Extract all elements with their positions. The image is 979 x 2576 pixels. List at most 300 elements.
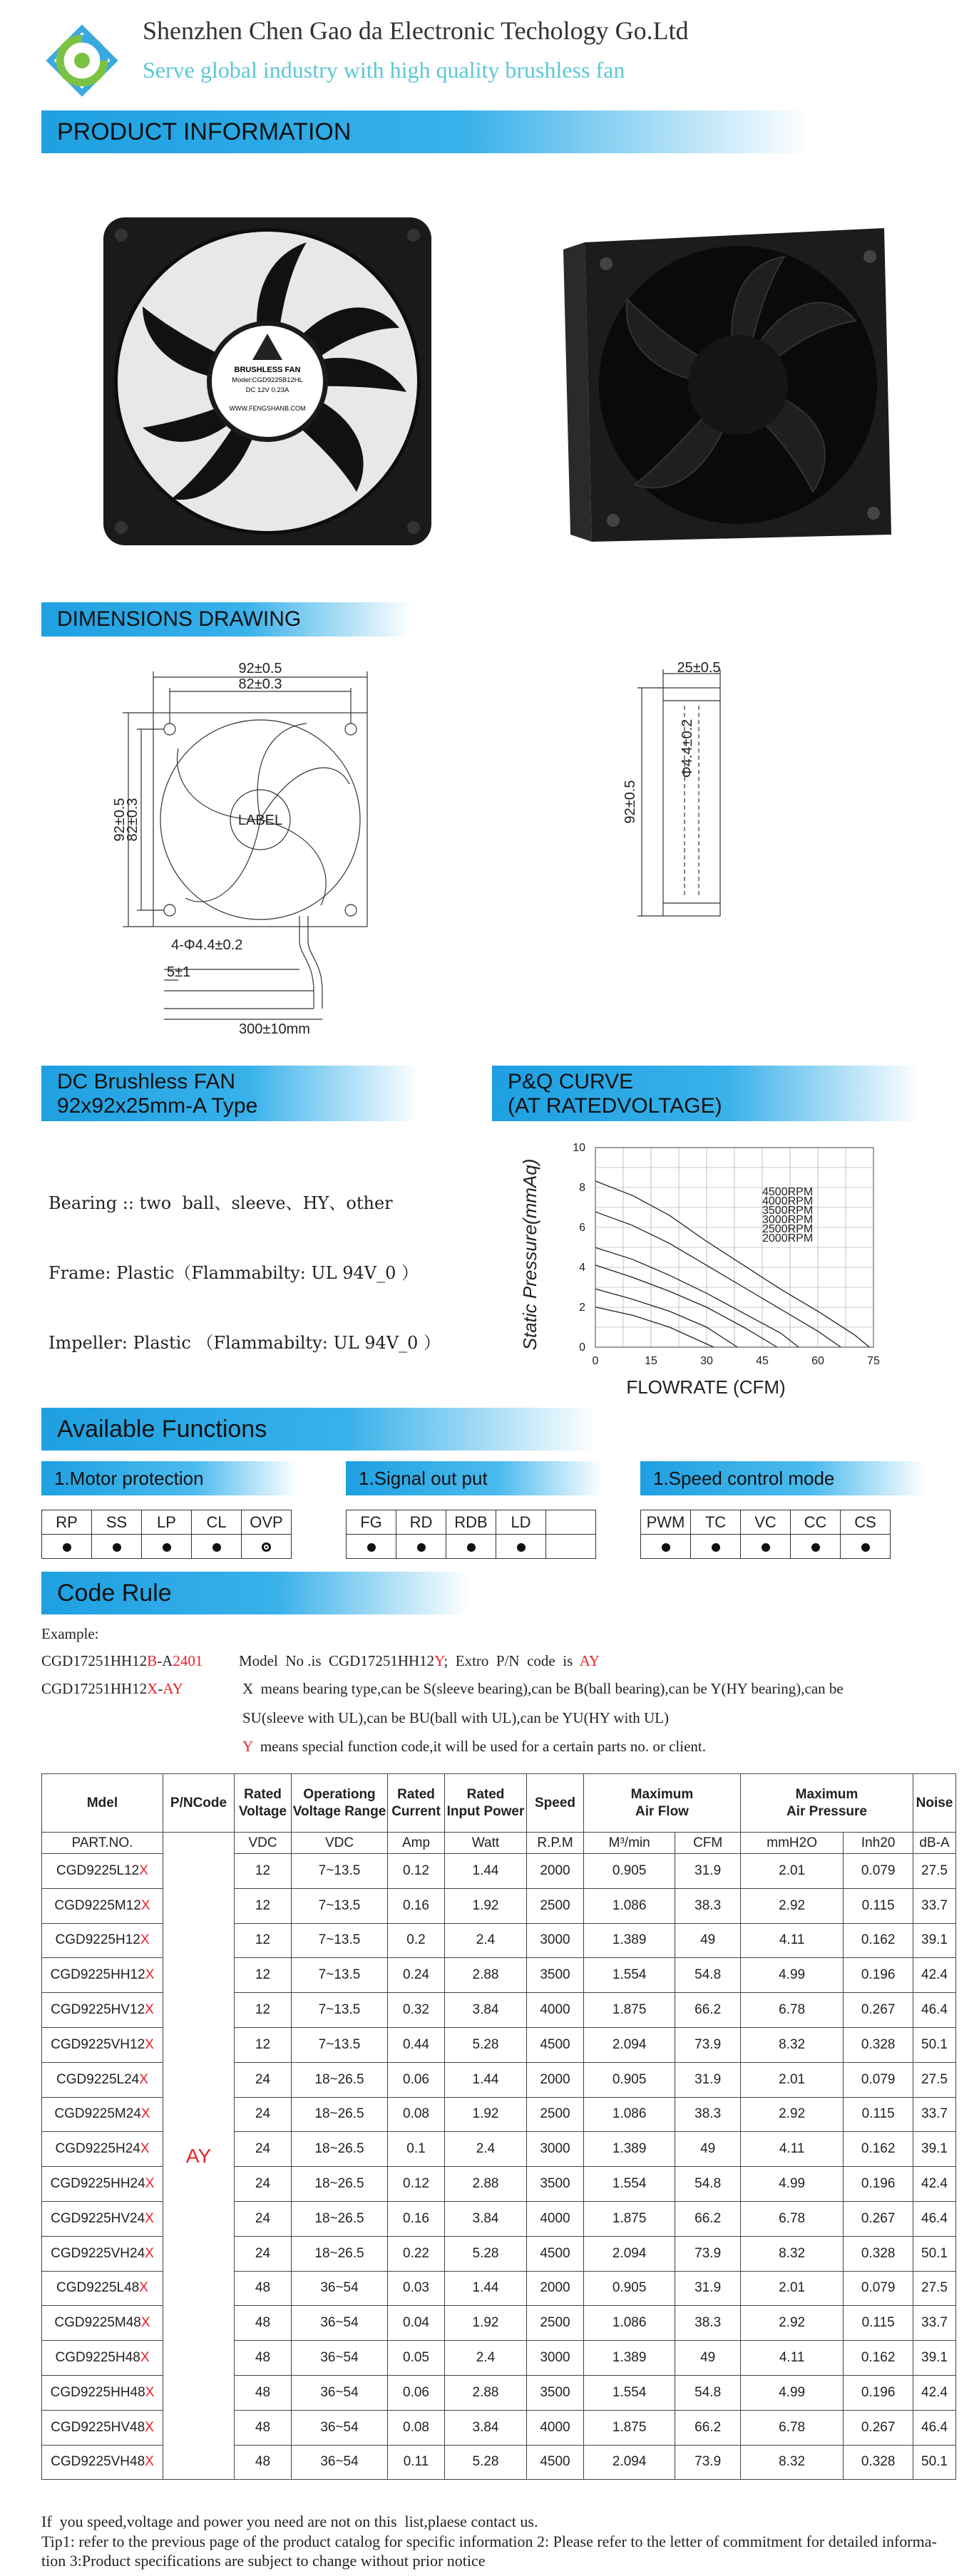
- dot-icon: [417, 1543, 426, 1552]
- table-cell: 24: [235, 2201, 292, 2236]
- table-cell: 2.92: [740, 1888, 843, 1923]
- table-cell: 0.22: [388, 2236, 445, 2271]
- table-header: Mdel: [42, 1774, 163, 1833]
- table-cell: 48: [235, 2271, 292, 2306]
- table-cell: 18~26.5: [292, 2201, 388, 2236]
- table-cell: 12: [235, 2027, 292, 2062]
- table-cell: 2.01: [740, 2271, 843, 2306]
- table-cell: 12: [235, 1993, 292, 2028]
- y-line: means special function code,it will be used for a certain parts no. or client.: [252, 1738, 707, 1755]
- table-cell: 48: [235, 2341, 292, 2376]
- table-cell: 5.28: [445, 2027, 527, 2062]
- table-cell: 48: [235, 2306, 292, 2341]
- example-2-code: [41, 1680, 183, 1698]
- table-header: Maximum Air Flow: [584, 1774, 741, 1833]
- table-cell: 1.44: [445, 1854, 527, 1889]
- table-cell: 24: [235, 2097, 292, 2132]
- company-name: Shenzhen Chen Gao da Electronic Techology Go.Ltd: [143, 16, 689, 45]
- dot-icon: [811, 1543, 820, 1552]
- table-cell: 4000: [527, 1993, 584, 2028]
- y-tick-label: 2: [579, 1302, 585, 1314]
- table-cell: 0.905: [584, 2062, 675, 2097]
- table-cell: 0.267: [844, 2410, 913, 2445]
- table-cell: 0.24: [388, 1958, 445, 1993]
- section-product-information: PRODUCT INFORMATION: [41, 110, 811, 153]
- legend-entry: 3500RPM: [762, 1205, 814, 1217]
- table-cell: 1.554: [584, 2167, 675, 2202]
- table-cell: 0.06: [388, 2375, 445, 2410]
- table-cell: 1.389: [584, 2132, 675, 2167]
- table-cell: CGD9225M12X: [42, 1888, 163, 1923]
- y-rule: [242, 1738, 706, 1756]
- table-cell: 36~54: [292, 2271, 388, 2306]
- function-mark: [546, 1535, 596, 1559]
- pq-curve-chart: [513, 1133, 955, 1404]
- table-unit: Amp: [388, 1833, 445, 1854]
- dim-hole-spacing: 82±0.3: [238, 676, 282, 692]
- table-cell: 0.03: [388, 2271, 445, 2306]
- y-tick-label: 4: [579, 1262, 585, 1274]
- table-cell: 49: [675, 2341, 741, 2376]
- spec-bearing: Bearing :: two ball、sleeve、HY、other: [48, 1193, 393, 1213]
- table-unit: mmH2O: [740, 1833, 843, 1854]
- ex2-x: X: [147, 1680, 158, 1697]
- table-cell: 0.11: [388, 2445, 445, 2480]
- table-cell: 2.4: [445, 1923, 527, 1958]
- table-header: Maximum Air Pressure: [740, 1774, 913, 1833]
- table-cell: 0.267: [844, 2201, 913, 2236]
- table-cell: 4.99: [740, 2375, 843, 2410]
- table-cell: 7~13.5: [292, 1888, 388, 1923]
- table-cell: 0.08: [388, 2097, 445, 2132]
- table-unit: R.P.M: [527, 1833, 584, 1854]
- dot-icon: [517, 1543, 526, 1552]
- table-cell: 12: [235, 1854, 292, 1889]
- table-cell: 4000: [527, 2410, 584, 2445]
- table-cell: 12: [235, 1958, 292, 1993]
- table-cell: 4.11: [740, 1923, 843, 1958]
- table-cell: 73.9: [675, 2236, 741, 2271]
- ex2-ay: AY: [163, 1680, 183, 1697]
- table-cell: 0.162: [844, 2341, 913, 2376]
- function-code: VC: [741, 1510, 791, 1535]
- table-cell: 7~13.5: [292, 1958, 388, 1993]
- table-cell: 49: [675, 2132, 741, 2167]
- function-code: RDB: [446, 1510, 496, 1535]
- dot-icon: [63, 1543, 71, 1552]
- table-cell: CGD9225VH48X: [42, 2445, 163, 2480]
- table-cell: 0.16: [388, 2201, 445, 2236]
- legend-entry: 4500RPM: [762, 1186, 814, 1199]
- function-mark: [347, 1535, 396, 1559]
- table-cell: CGD9225M24X: [42, 2097, 163, 2132]
- table-cell: 49: [675, 1923, 741, 1958]
- dot-icon: [367, 1543, 376, 1552]
- table-cell: 5.28: [445, 2236, 527, 2271]
- ex1-bearing: B: [147, 1652, 158, 1669]
- table-cell: 18~26.5: [292, 2062, 388, 2097]
- table-cell: 66.2: [675, 2201, 741, 2236]
- table-cell: 1.44: [445, 2062, 527, 2097]
- table-cell: 31.9: [675, 2271, 741, 2306]
- table-cell: CGD9225L12X: [42, 1854, 163, 1889]
- function-mark: [42, 1535, 92, 1559]
- table-cell: 39.1: [913, 2132, 956, 2167]
- table-cell: 0.905: [584, 1854, 675, 1889]
- legend-entry: 3000RPM: [762, 1214, 814, 1227]
- table-cell: 6.78: [740, 2410, 843, 2445]
- table-cell: 27.5: [913, 2062, 956, 2097]
- table-cell: 2.4: [445, 2341, 527, 2376]
- table-cell: 42.4: [913, 2167, 956, 2202]
- company-logo-icon: [43, 21, 121, 100]
- table-cell: 5.28: [445, 2445, 527, 2480]
- table-cell: 8.32: [740, 2445, 843, 2480]
- table-cell: 1.086: [584, 1888, 675, 1923]
- function-mark: [691, 1535, 741, 1559]
- ex1-desc-a: Model No .is CGD17251HH12: [239, 1652, 435, 1669]
- ex1-desc-ay: AY: [579, 1652, 600, 1669]
- table-cell: 7~13.5: [292, 1854, 388, 1889]
- function-mark: [791, 1535, 841, 1559]
- spec-impeller: Impeller: Plastic （Flammabilty: UL 94V_0 ）: [48, 1333, 441, 1353]
- table-cell: 1.554: [584, 1958, 675, 1993]
- table-cell: 4.99: [740, 2167, 843, 2202]
- table-cell: 48: [235, 2445, 292, 2480]
- table-cell: 12: [235, 1888, 292, 1923]
- x-tick-label: 75: [867, 1355, 880, 1367]
- section-dimensions-drawing: DIMENSIONS DRAWING: [41, 602, 412, 637]
- table-cell: 3500: [527, 1958, 584, 1993]
- table-cell: 0.115: [844, 2097, 913, 2132]
- table-cell: 1.875: [584, 2201, 675, 2236]
- table-cell: CGD9225VH24X: [42, 2236, 163, 2271]
- table-cell: CGD9225HV48X: [42, 2410, 163, 2445]
- table-cell: 2.01: [740, 1854, 843, 1889]
- table-cell: 0.12: [388, 1854, 445, 1889]
- table-cell: 12: [235, 1923, 292, 1958]
- table-cell: 1.086: [584, 2097, 675, 2132]
- table-cell: 2500: [527, 2306, 584, 2341]
- table-cell: 46.4: [913, 2201, 956, 2236]
- chart-grid: [595, 1148, 873, 1347]
- table-cell: 4500: [527, 2445, 584, 2480]
- dot-icon: [762, 1543, 770, 1552]
- function-code: CC: [791, 1510, 841, 1535]
- table-cell: 2.094: [584, 2236, 675, 2271]
- table-cell: 8.32: [740, 2027, 843, 2062]
- table-cell: 0.162: [844, 1923, 913, 1958]
- signal-output-title: 1.Signal out put: [346, 1461, 603, 1495]
- table-cell: 4500: [527, 2236, 584, 2271]
- table-cell: 36~54: [292, 2341, 388, 2376]
- table-cell: 1.554: [584, 2375, 675, 2410]
- table-cell: 3000: [527, 2341, 584, 2376]
- table-cell: 0.079: [844, 1854, 913, 1889]
- function-mark: [142, 1535, 192, 1559]
- table-cell: 54.8: [675, 2375, 741, 2410]
- table-unit: VDC: [292, 1833, 388, 1854]
- table-cell: CGD9225H12X: [42, 1923, 163, 1958]
- table-cell: 4500: [527, 2027, 584, 2062]
- table-cell: 1.44: [445, 2271, 527, 2306]
- table-cell: CGD9225H48X: [42, 2341, 163, 2376]
- table-cell: 39.1: [913, 2341, 956, 2376]
- label-line2: Model:CGD9225B12HL: [232, 376, 303, 384]
- table-cell: 24: [235, 2132, 292, 2167]
- dot-icon: [467, 1543, 476, 1552]
- y-tick-label: 0: [579, 1341, 585, 1354]
- chart-legend: [762, 1186, 813, 1245]
- function-code: PWM: [641, 1510, 691, 1535]
- table-cell: 0.328: [844, 2027, 913, 2062]
- function-mark-row: [42, 1535, 292, 1559]
- table-cell: 3.84: [445, 2410, 527, 2445]
- table-cell: 36~54: [292, 2410, 388, 2445]
- pn-code-cell: AY: [163, 1833, 235, 2480]
- table-cell: 4000: [527, 2201, 584, 2236]
- dim-wire-sep: 5±1: [167, 964, 191, 980]
- table-cell: 0.16: [388, 1888, 445, 1923]
- header: [29, 0, 955, 107]
- function-mark: [92, 1535, 142, 1559]
- example-label: Example:: [41, 1625, 99, 1642]
- table-cell: 33.7: [913, 2097, 956, 2132]
- table-cell: 73.9: [675, 2027, 741, 2062]
- table-cell: 1.92: [445, 1888, 527, 1923]
- chart-series: [595, 1181, 869, 1347]
- table-cell: 1.875: [584, 1993, 675, 2028]
- table-cell: CGD9225HH24X: [42, 2167, 163, 2202]
- table-cell: 2500: [527, 1888, 584, 1923]
- table-cell: 66.2: [675, 2410, 741, 2445]
- y-tick-label: 8: [579, 1182, 585, 1194]
- x-tick-label: 0: [592, 1355, 599, 1367]
- x-tick-label: 30: [700, 1355, 713, 1367]
- table-cell: CGD9225L24X: [42, 2062, 163, 2097]
- label-line4: WWW.FENGSHANB.COM: [229, 405, 306, 412]
- table-cell: 1.92: [445, 2097, 527, 2132]
- dot-icon: [262, 1542, 271, 1552]
- table-cell: CGD9225VH12X: [42, 2027, 163, 2062]
- table-cell: 38.3: [675, 2097, 741, 2132]
- function-mark-row: [641, 1535, 891, 1559]
- table-cell: 33.7: [913, 1888, 956, 1923]
- table-cell: 36~54: [292, 2445, 388, 2480]
- table-header: Rated Voltage: [235, 1774, 292, 1833]
- dim-depth: 25±0.5: [677, 660, 721, 676]
- table-cell: 2.094: [584, 2027, 675, 2062]
- table-cell: 0.115: [844, 1888, 913, 1923]
- table-cell: CGD9225HH48X: [42, 2375, 163, 2410]
- y-letter: Y: [242, 1738, 253, 1755]
- legend-entry: 4000RPM: [762, 1195, 814, 1208]
- table-cell: 0.162: [844, 2132, 913, 2167]
- section-code-rule: Code Rule: [41, 1572, 469, 1614]
- drawing-label: LABEL: [237, 813, 283, 828]
- table-cell: 0.905: [584, 2271, 675, 2306]
- table-cell: CGD9225H24X: [42, 2132, 163, 2167]
- function-header-row: [42, 1510, 292, 1535]
- model-spec-table: [41, 1773, 956, 2480]
- table-cell: 42.4: [913, 1958, 956, 1993]
- function-code: LD: [496, 1510, 546, 1535]
- table-cell: CGD9225HV24X: [42, 2201, 163, 2236]
- function-code: SS: [92, 1510, 142, 1535]
- table-cell: 50.1: [913, 2445, 956, 2480]
- note-line2: Tip1: refer to the previous page of the product catalog for specific information 2: Please refer to the letter of commitment for detailed informa-: [41, 2533, 937, 2550]
- dim-hole: 4-Φ4.4±0.2: [171, 937, 243, 953]
- table-cell: 0.04: [388, 2306, 445, 2341]
- section-fan-type: [41, 1066, 419, 1121]
- table-cell: 73.9: [675, 2445, 741, 2480]
- example-1-code: [41, 1652, 203, 1670]
- table-cell: 31.9: [675, 1854, 741, 1889]
- function-code: TC: [691, 1510, 741, 1535]
- table-cell: 4.11: [740, 2132, 843, 2167]
- speed-control-title: 1.Speed control mode: [640, 1461, 926, 1495]
- table-cell: 36~54: [292, 2375, 388, 2410]
- series-line: [595, 1289, 737, 1347]
- table-cell: 24: [235, 2167, 292, 2202]
- table-unit: VDC: [235, 1833, 292, 1854]
- x-tick-label: 45: [756, 1355, 769, 1367]
- table-cell: 27.5: [913, 2271, 956, 2306]
- function-header-row: [641, 1510, 891, 1535]
- front-dimension-drawing: [112, 656, 406, 1041]
- table-unit: dB-A: [913, 1833, 956, 1854]
- function-code: CL: [192, 1510, 242, 1535]
- x-rule-line1: X means bearing type,can be S(sleeve bearing),can be B(ball bearing),can be Y(HY bearing),can be: [242, 1680, 844, 1697]
- table-cell: CGD9225HV12X: [42, 1993, 163, 2028]
- legend-entry: 2000RPM: [762, 1232, 814, 1245]
- table-cell: 42.4: [913, 2375, 956, 2410]
- table-header: Operationg Voltage Range: [292, 1774, 388, 1833]
- motor-protection-title: 1.Motor protection: [41, 1461, 298, 1495]
- table-header: Rated Current: [388, 1774, 445, 1833]
- table-cell: 3500: [527, 2167, 584, 2202]
- spec-frame: Frame: Plastic（Flammabilty: UL 94V_0 ）: [48, 1263, 419, 1283]
- table-cell: 39.1: [913, 1923, 956, 1958]
- table-cell: 3.84: [445, 1993, 527, 2028]
- ex1-suffix: 2401: [173, 1652, 203, 1669]
- table-units-row: [42, 1833, 956, 1854]
- dot-icon: [662, 1543, 670, 1552]
- table-cell: 2000: [527, 2271, 584, 2306]
- table-cell: 8.32: [740, 2236, 843, 2271]
- function-code: OVP: [242, 1510, 292, 1535]
- table-cell: 2.094: [584, 2445, 675, 2480]
- table-cell: 6.78: [740, 1993, 843, 2028]
- function-mark: [841, 1535, 891, 1559]
- table-cell: 4.99: [740, 1958, 843, 1993]
- function-code: FG: [347, 1510, 396, 1535]
- section-pq-curve: [492, 1066, 920, 1121]
- dot-icon: [212, 1543, 221, 1552]
- table-unit: CFM: [675, 1833, 741, 1854]
- table-cell: 36~54: [292, 2306, 388, 2341]
- table-cell: 3000: [527, 1923, 584, 1958]
- table-cell: CGD9225L48X: [42, 2271, 163, 2306]
- dim-outer-width: 92±0.5: [238, 661, 282, 676]
- table-cell: 33.7: [913, 2306, 956, 2341]
- function-code: [546, 1510, 596, 1535]
- table-header: Noise: [913, 1774, 956, 1833]
- dim-outer-height: 92±0.5: [112, 798, 128, 842]
- company-slogan: Serve global industry with high quality brushless fan: [143, 57, 625, 83]
- label-line3: DC 12V 0.23A: [245, 386, 289, 394]
- table-header: Rated Input Power: [445, 1774, 527, 1833]
- fan-type-line1: DC Brushless FAN: [57, 1070, 236, 1093]
- x-rule-line2: SU(sleeve with UL),can be BU(ball with UL),can be YU(HY with UL): [242, 1709, 669, 1726]
- table-header: Speed: [527, 1774, 584, 1833]
- table-unit: M³/min: [584, 1833, 675, 1854]
- table-cell: 7~13.5: [292, 1923, 388, 1958]
- table-cell: 3500: [527, 2375, 584, 2410]
- table-cell: 18~26.5: [292, 2132, 388, 2167]
- table-cell: 24: [235, 2236, 292, 2271]
- function-mark: [741, 1535, 791, 1559]
- function-mark: [496, 1535, 546, 1559]
- table-cell: 7~13.5: [292, 1993, 388, 2028]
- ex1-dash: -A: [157, 1652, 173, 1669]
- table-cell: 2000: [527, 1854, 584, 1889]
- function-mark-row: [347, 1535, 596, 1559]
- x-tick-label: 60: [811, 1355, 824, 1367]
- table-cell: 0.079: [844, 2062, 913, 2097]
- table-cell: 18~26.5: [292, 2236, 388, 2271]
- table-cell: 3000: [527, 2132, 584, 2167]
- dim-hole-spacing-v: 82±0.3: [125, 798, 140, 842]
- table-cell: 2.01: [740, 2062, 843, 2097]
- table-cell: 54.8: [675, 2167, 741, 2202]
- table-cell: 0.12: [388, 2167, 445, 2202]
- table-cell: 2.92: [740, 2306, 843, 2341]
- note-line3: tion 3:Product specifications are subject to change without prior notice: [41, 2552, 486, 2570]
- table-cell: 38.3: [675, 1888, 741, 1923]
- speed-control-table: [640, 1510, 891, 1559]
- table-cell: 0.08: [388, 2410, 445, 2445]
- chart-ylabel: Static Pressure(mmAq): [519, 1158, 540, 1351]
- table-cell: 50.1: [913, 2027, 956, 2062]
- table-cell: 38.3: [675, 2306, 741, 2341]
- table-unit: Inh20: [844, 1833, 913, 1854]
- function-code: RD: [396, 1510, 446, 1535]
- table-cell: 0.328: [844, 2445, 913, 2480]
- ex1-desc-y: Y: [434, 1652, 444, 1669]
- table-cell: 1.389: [584, 1923, 675, 1958]
- table-cell: 66.2: [675, 1993, 741, 2028]
- table-cell: CGD9225HH12X: [42, 1958, 163, 1993]
- pq-line1: P&Q CURVE: [508, 1070, 634, 1093]
- pq-line2: (AT RATEDVOLTAGE): [508, 1094, 722, 1118]
- table-cell: 0.05: [388, 2341, 445, 2376]
- note-line1: If you speed,voltage and power you need are not on this list,plaese contact us.: [41, 2513, 538, 2530]
- ex1-base: CGD17251HH12: [41, 1652, 148, 1669]
- table-cell: 24: [235, 2062, 292, 2097]
- table-cell: 0.06: [388, 2062, 445, 2097]
- table-cell: 50.1: [913, 2236, 956, 2271]
- table-cell: 2500: [527, 2097, 584, 2132]
- table-cell: 48: [235, 2410, 292, 2445]
- ex2-base: CGD17251HH12: [41, 1680, 148, 1697]
- dim-side-height: 92±0.5: [622, 780, 638, 824]
- table-cell: 0.328: [844, 2236, 913, 2271]
- table-cell: CGD9225M48X: [42, 2306, 163, 2341]
- ex1-desc-b: ; Extro P/N code is: [444, 1652, 580, 1669]
- table-cell: 3.84: [445, 2201, 527, 2236]
- table-cell: 0.079: [844, 2271, 913, 2306]
